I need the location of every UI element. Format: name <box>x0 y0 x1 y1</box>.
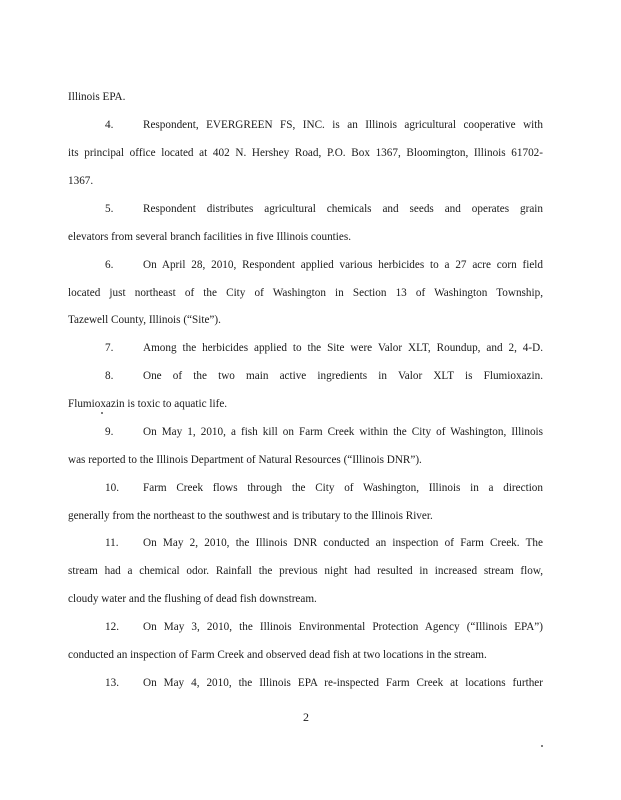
paragraph-4-line: its principal office located at 402 N. Hershey Road, P.O. Box 1367, Bloomington, Illinois 61702- <box>68 147 543 159</box>
paragraph-number-8: 8. <box>105 370 114 382</box>
paragraph-number-5: 5. <box>105 203 114 215</box>
paragraph-number-6: 6. <box>105 259 114 271</box>
paragraph-7-first-line: Among the herbicides applied to the Site were Valor XLT, Roundup, and 2, 4-D. <box>143 342 543 354</box>
paragraph-number-10: 10. <box>105 482 119 494</box>
scan-speck <box>101 412 103 414</box>
paragraph-5-first-line: Respondent distributes agricultural chemicals and seeds and operates grain <box>143 203 543 215</box>
paragraph-9-line: was reported to the Illinois Department of Natural Resources (“Illinois DNR”). <box>68 454 422 466</box>
paragraph-number-11: 11. <box>105 537 119 549</box>
paragraph-6-first-line: On April 28, 2010, Respondent applied various herbicides to a 27 acre corn field <box>143 259 543 271</box>
paragraph-6-line: Tazewell County, Illinois (“Site”). <box>68 314 221 326</box>
paragraph-4-line: 1367. <box>68 175 94 187</box>
paragraph-6-line: located just northeast of the City of Washington in Section 13 of Washington Township, <box>68 287 543 299</box>
paragraph-number-13: 13. <box>105 677 119 689</box>
paragraph-12-line: conducted an inspection of Farm Creek and observed dead fish at two locations in the stream. <box>68 649 487 661</box>
scan-speck <box>541 745 543 747</box>
paragraph-8-first-line: One of the two main active ingredients in Valor XLT is Flumioxazin. <box>143 370 543 382</box>
paragraph-8-line: Flumioxazin is toxic to aquatic life. <box>68 398 228 410</box>
paragraph-11-first-line: On May 2, 2010, the Illinois DNR conducted an inspection of Farm Creek. The <box>143 537 543 549</box>
paragraph-9-first-line: On May 1, 2010, a fish kill on Farm Creek within the City of Washington, Illinois <box>143 426 543 438</box>
paragraph-10-line: generally from the northeast to the southwest and is tributary to the Illinois River. <box>68 510 433 522</box>
paragraph-number-9: 9. <box>105 426 114 438</box>
paragraph-number-7: 7. <box>105 342 114 354</box>
paragraph-12-first-line: On May 3, 2010, the Illinois Environmental Protection Agency (“Illinois EPA”) <box>143 621 543 633</box>
paragraph-continuation: Illinois EPA. <box>68 91 126 103</box>
paragraph-5-line: elevators from several branch facilities in five Illinois counties. <box>68 231 352 243</box>
paragraph-number-12: 12. <box>105 621 119 633</box>
paragraph-11-line: stream had a chemical odor. Rainfall the previous night had resulted in increased stream flow, <box>68 565 543 577</box>
page-number: 2 <box>303 710 309 724</box>
paragraph-13-first-line: On May 4, 2010, the Illinois EPA re-inspected Farm Creek at locations further <box>143 677 543 689</box>
paragraph-4-first-line: Respondent, EVERGREEN FS, INC. is an Illinois agricultural cooperative with <box>143 119 543 131</box>
paragraph-10-first-line: Farm Creek flows through the City of Washington, Illinois in a direction <box>143 482 543 494</box>
paragraph-11-line: cloudy water and the flushing of dead fish downstream. <box>68 593 317 605</box>
paragraph-number-4: 4. <box>105 119 114 131</box>
